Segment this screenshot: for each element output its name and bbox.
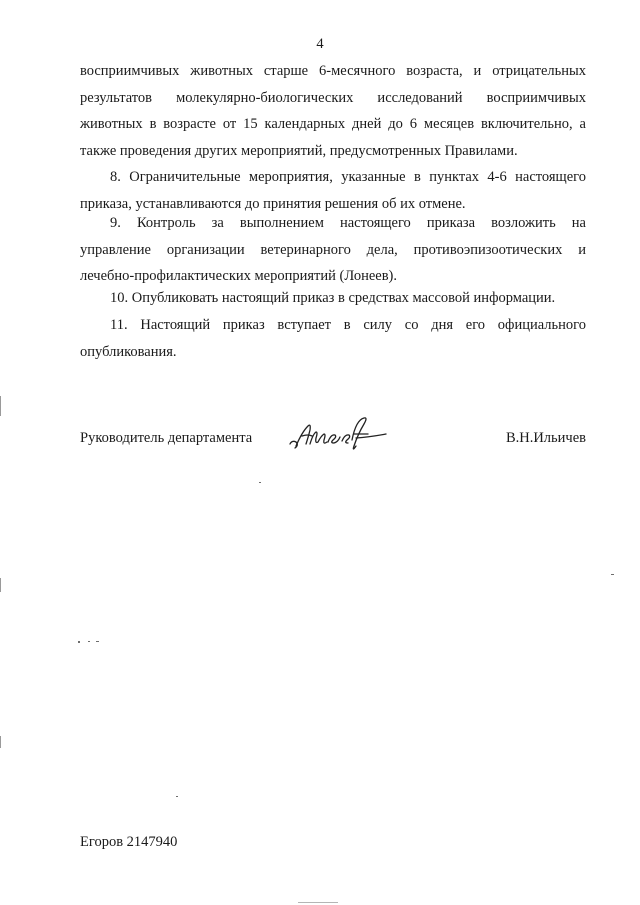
footer-author: Егоров 2147940 — [80, 834, 178, 850]
scan-edge-mark — [0, 578, 1, 592]
paragraph-item-9 — [80, 210, 586, 290]
handwritten-signature — [286, 414, 392, 460]
scan-speck — [88, 641, 90, 642]
signatory-title: Руководитель департамента — [80, 430, 253, 446]
scan-speck — [259, 482, 261, 483]
paragraph-item-10 — [80, 285, 586, 312]
paragraph-line: лечебно-профилактических мероприятий (Лонеев). — [80, 268, 398, 284]
paragraph-line: 9. Контроль за выполнением настоящего приказа возложить на — [110, 215, 586, 231]
paragraph-line: 10. Опубликовать настоящий приказ в средствах массовой информации. — [110, 290, 556, 306]
paragraph-line: управление организации ветеринарного дела, противоэпизоотических и — [80, 241, 586, 258]
scan-speck — [96, 641, 99, 642]
scan-edge-mark — [0, 736, 1, 748]
page-number: 4 — [316, 36, 324, 52]
paragraph-continuation — [80, 58, 586, 164]
scan-speck — [176, 796, 178, 797]
paragraph-line: приказа, устанавливаются до принятия решения об их отмене. — [80, 195, 466, 212]
scan-edge-mark — [298, 902, 338, 903]
paragraph-line: 8. Ограничительные мероприятия, указанные в пунктах 4-6 настоящего — [110, 169, 586, 185]
paragraph-line: восприимчивых животных старше 6-месячного возраста, и отрицательных — [80, 63, 586, 79]
scan-speck — [611, 574, 614, 575]
paragraph-line: животных в возрасте от 15 календарных дней до 6 месяцев включительно, а — [80, 116, 586, 132]
signatory-name: В.Н.Ильичев — [505, 430, 586, 446]
paragraph-item-11 — [80, 312, 586, 365]
paragraph-line: опубликования. — [80, 343, 177, 360]
signature-block — [80, 430, 586, 460]
paragraph-line: также проведения других мероприятий, предусмотренных Правилами. — [80, 142, 518, 159]
scan-speck — [78, 641, 80, 643]
paragraph-line: результатов молекулярно-биологических исследований восприимчивых — [80, 89, 586, 106]
scan-edge-mark — [0, 396, 1, 416]
paragraph-line: 11. Настоящий приказ вступает в силу со дня его официального — [110, 317, 586, 333]
